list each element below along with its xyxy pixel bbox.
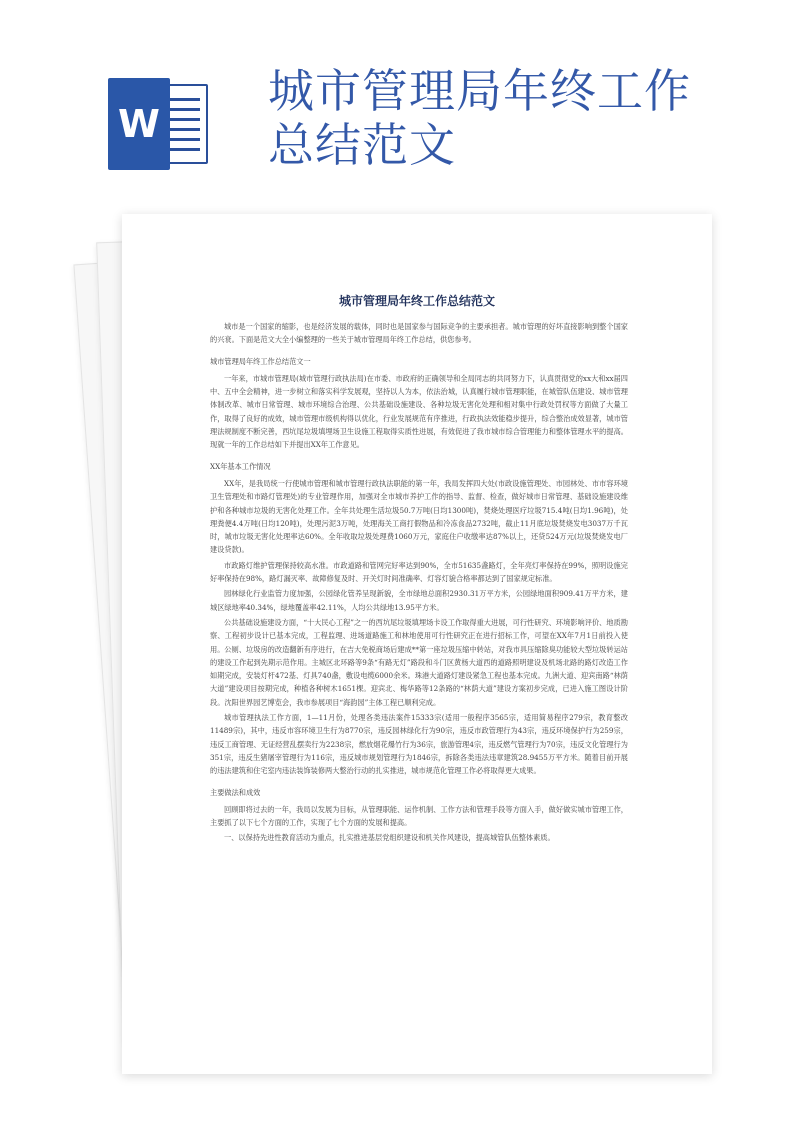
section-heading: XX年基本工作情况	[210, 461, 271, 471]
paragraph: 一、以保持先进性教育活动为重点，扎实推进基层党组织建设和机关作风建设，提高城管队伍整体素质。	[224, 833, 555, 843]
paragraph: 园林绿化行业监管力度加强，公园绿化管养呈现新貌，全市绿地总面积2930.31万平方米，公园绿地面积909.41万平方米，建城区绿地率40.34%，绿地覆盖率42.11%，人均公共绿地13.95平方米。	[210, 589, 628, 612]
paragraph: 市政路灯维护管理保持较高水准。市政道路和管网完好率达到90%，全市51635盏路灯，全年亮灯率保持在99%，照明设施完好率保持在98%，路灯漏灭率、故障修复及时、开关灯时间准确率、灯容灯貌合格率都达到了国家规定标准。	[210, 560, 628, 584]
paragraph: 城市是一个国家的缩影，也是经济发展的载体，同时也是国家参与国际竞争的主要承担者。城市管理的好坏直接影响到整个国家的兴衰。下面是范文大全小编整理的一些关于城市管理局年终工作总结，供您参考。	[210, 322, 628, 345]
paragraph: 一年来，市城市管理局(城市管理行政执法局)在市委、市政府的正确领导和全局同志的共同努力下，认真贯彻党的xx大和xx届四中、五中全会精神，进一步树立和落实科学发展观，坚持以人为本，依法治城，认真履行城市管理职能，在城管队伍建设、城市管理体制改革、城市日常管理、城市环境综合治理、公共基础设施建设、各种垃圾无害化处理和相对集中行政处罚权等方面做了大量工作，取得了良好的成效，城市管理市级机构得以优化，行业发展规范有序推进，行政执法效能稳步提升，综合整治成效显著，城市管理法规制度不断完善，西坑尾垃圾填埋场卫生设施工程取得实质性进展，有效促进了我市城市综合管理能力和整体管理水平的提高。现就一年的工作总结如下并提出XX年工作意见。	[210, 373, 628, 450]
section-heading: 主要做法和成效	[210, 787, 261, 797]
page-body	[210, 320, 628, 847]
header	[0, 0, 800, 200]
document-page	[122, 214, 712, 1074]
paragraph: 城市管理执法工作方面，1—11月份，处理各类违法案件15333宗(适用一般程序3565宗，适用简易程序279宗，教育整改11489宗)，其中，违反市容环境卫生行为8770宗，违反园林绿化行为90宗，违反市政管理行为43宗，违反环境保护行为259宗，违反工商管理、无证经营乱摆卖行为2238宗，燃放烟花爆竹行为36宗，旅游管理4宗，违反燃气管理行为70宗，违反文化管理行为351宗，违反生猪屠宰管理行为116宗，违反城市规划管理行为1846宗，拆除各类违法违章建筑28.9455万平方米。随着目前开展的违法建筑和住宅室内违法装饰装修两大整治行动的扎实推进，城市规范化管理工作必将取得更大成果。	[210, 713, 628, 776]
paragraph: XX年，是我局统一行使城市管理和城市管理行政执法职能的第一年，我局发挥四大处(市政设施管理处、市园林处、市市容环境卫生管理处和市路灯管理处)的专业管理作用，加强对全市城市养护工作的指导、监督、检查，做好城市日常管理、基础设施建设维护和各种城市垃圾的无害化处理工作。全年共处理生活垃圾50.7万吨(日均1300吨)，焚烧处理医疗垃圾715.4吨(日均1.96吨)，处理粪便4.4万吨(日均120吨)，处理污泥3万吨，处理海关工商打假物品和冷冻食品2732吨，截止11月底垃圾焚烧发电3037万千瓦时，城市垃圾无害化处理率达60%。全年收取垃圾处理费1060万元，家庭住户收缴率达87%以上，还贷524万元(垃圾焚烧发电厂建设贷款)。	[210, 478, 628, 555]
word-w-badge: W	[108, 78, 170, 170]
page-title: 城市管理局年终工作总结范文	[338, 294, 495, 308]
document-title: 城市管理局年终工作总结范文	[268, 64, 691, 172]
section-heading: 城市管理局年终工作总结范文一	[210, 356, 311, 366]
paragraph: 公共基础设施建设方面，“十大民心工程”之一的西坑尾垃圾填埋场卡设工作取得重大进展，可行性研究、环境影响评价、地质勘察、工程初步设计已基本完成，工程监理、进场道路施工和林地使用可行性研究正在进行招标工作，可望在XX年7月1日前投入使用。公厕、垃圾房的改造翻新有序进行，在吉大免税商场后建成**第一座垃圾压缩中转站，对我市具压缩除臭功能较大型垃圾转运站的建设工作起到先期示范作用。主城区北环路等9条“有路无灯”路段和斗门区黄杨大道西的道路照明建设及机场北路的路灯改造工作如期完成，安装灯杆472基、灯具740盏，敷设电缆6000余米。珠港大道路灯建设紧急工程也基本完成。九洲大道、迎宾南路“林荫大道”建设项目按期完成，种植各种树木1651棵。迎宾北、梅华路等12条路的“林荫大道”建设方案初步完成，已进入施工图设计阶段。沈阳世界园艺博览会，我市参展项目“海韵园”主体工程已顺利完成。	[210, 617, 628, 707]
paragraph: 回顾即将过去的一年，我局以发展为目标，从管理职能、运作机制、工作方法和管理手段等方面入手，做好做实城市管理工作，主要抓了以下七个方面的工作，实现了七个方面的发展和提高。	[210, 804, 628, 828]
word-document-icon	[108, 78, 212, 170]
